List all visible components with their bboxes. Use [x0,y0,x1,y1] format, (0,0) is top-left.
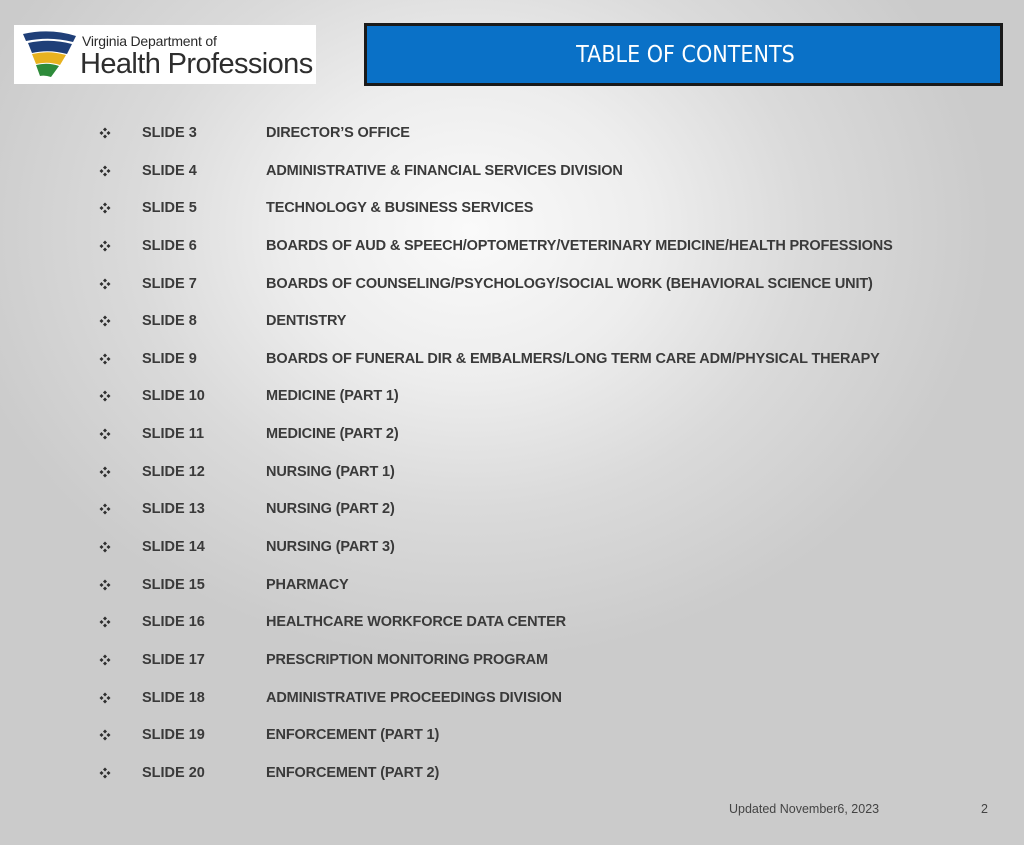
toc-item [0,490,1024,528]
vdhp-logo-icon [20,30,78,80]
four-diamond-bullet-icon [99,653,111,665]
four-diamond-bullet-icon [99,201,111,213]
toc-item [0,716,1024,754]
toc-slide-number: SLIDE 6 [142,237,197,254]
logo-line-1: Virginia Department of [82,33,217,49]
toc-section-title: NURSING (PART 1) [266,463,395,480]
logo-line-2: Health Professions [80,48,313,80]
toc-slide-number: SLIDE 3 [142,125,197,141]
updated-date: Updated November6, 2023 [729,802,880,816]
toc-slide-number: SLIDE 16 [142,614,205,631]
toc-slide-number: SLIDE 14 [142,539,205,556]
toc-section-title: BOARDS OF FUNERAL DIR & EMBALMERS/LONG TERM CARE ADM/PHYSICAL THERAPY [266,350,880,367]
title-banner [364,23,1003,86]
toc-item [0,754,1024,792]
four-diamond-bullet-icon [99,277,111,289]
toc-section-title: ENFORCEMENT (PART 1) [266,727,440,744]
table-of-contents-list [0,114,1024,792]
four-diamond-bullet-icon [99,314,111,326]
four-diamond-bullet-icon [99,502,111,514]
toc-section-title: NURSING (PART 2) [266,501,395,518]
toc-section-title: HEALTHCARE WORKFORCE DATA CENTER [266,614,566,631]
four-diamond-bullet-icon [99,352,111,364]
toc-item [0,415,1024,453]
four-diamond-bullet-icon [99,766,111,778]
toc-item [0,152,1024,190]
toc-section-title: MEDICINE (PART 1) [266,388,399,405]
toc-section-title: BOARDS OF COUNSELING/PSYCHOLOGY/SOCIAL WORK (BEHAVIORAL SCIENCE UNIT) [266,275,873,292]
toc-item [0,227,1024,265]
toc-slide-number: SLIDE 13 [142,501,205,518]
agency-logo [14,25,316,84]
toc-section-title: DENTISTRY [266,313,347,330]
toc-slide-number: SLIDE 18 [142,689,205,706]
four-diamond-bullet-icon [99,126,111,138]
toc-slide-number: SLIDE 4 [142,162,197,179]
toc-section-title: ADMINISTRATIVE PROCEEDINGS DIVISION [266,689,562,706]
toc-slide-number: SLIDE 11 [142,426,205,443]
toc-section-title: NURSING (PART 3) [266,539,395,556]
toc-section-title: PRESCRIPTION MONITORING PROGRAM [266,651,548,668]
toc-section-title: TECHNOLOGY & BUSINESS SERVICES [266,200,534,217]
four-diamond-bullet-icon [99,239,111,251]
toc-item [0,302,1024,340]
four-diamond-bullet-icon [99,389,111,401]
toc-item [0,114,1024,152]
toc-item [0,189,1024,227]
toc-item [0,566,1024,604]
toc-item [0,265,1024,303]
toc-item [0,679,1024,717]
four-diamond-bullet-icon [99,578,111,590]
toc-item [0,603,1024,641]
toc-item [0,528,1024,566]
four-diamond-bullet-icon [99,164,111,176]
toc-slide-number: SLIDE 20 [142,764,205,781]
toc-item [0,340,1024,378]
four-diamond-bullet-icon [99,465,111,477]
toc-item [0,453,1024,491]
toc-section-title: DIRECTOR’S OFFICE [266,125,410,141]
toc-section-title: ENFORCEMENT (PART 2) [266,764,440,781]
four-diamond-bullet-icon [99,427,111,439]
four-diamond-bullet-icon [99,540,111,552]
toc-section-title: MEDICINE (PART 2) [266,426,399,443]
toc-section-title: ADMINISTRATIVE & FINANCIAL SERVICES DIVISION [266,162,623,179]
toc-slide-number: SLIDE 19 [142,727,205,744]
toc-item [0,377,1024,415]
four-diamond-bullet-icon [99,615,111,627]
toc-section-title: PHARMACY [266,576,349,593]
toc-slide-number: SLIDE 15 [142,576,205,593]
four-diamond-bullet-icon [99,728,111,740]
toc-slide-number: SLIDE 9 [142,350,197,367]
four-diamond-bullet-icon [99,691,111,703]
toc-slide-number: SLIDE 10 [142,388,205,405]
toc-slide-number: SLIDE 7 [142,275,197,292]
toc-slide-number: SLIDE 5 [142,200,197,217]
page-number: 2 [981,802,988,816]
toc-section-title: BOARDS OF AUD & SPEECH/OPTOMETRY/VETERINARY MEDICINE/HEALTH PROFESSIONS [266,237,893,254]
toc-slide-number: SLIDE 8 [142,313,197,330]
toc-item [0,641,1024,679]
toc-slide-number: SLIDE 17 [142,651,205,668]
page-title: TABLE OF CONTENTS [576,41,795,68]
toc-slide-number: SLIDE 12 [142,463,205,480]
